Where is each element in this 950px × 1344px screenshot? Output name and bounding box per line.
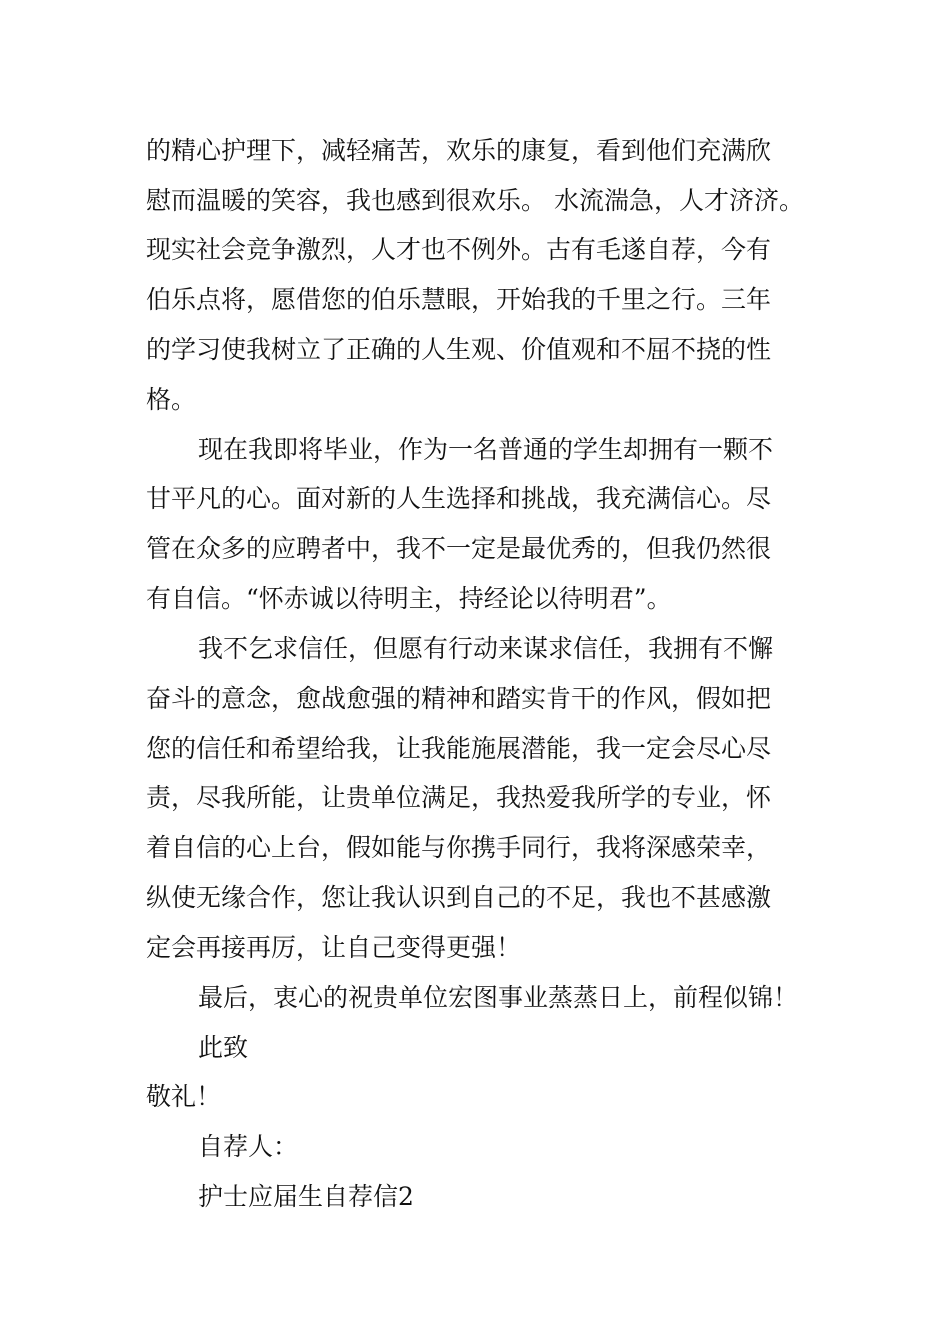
text-line: 奋斗的意念，愈战愈强的精神和踏实肯干的作风，假如把 bbox=[146, 684, 772, 713]
text-line: 格。 bbox=[146, 385, 197, 414]
text-line: 定会再接再厉，让自己变得更强！ bbox=[146, 933, 522, 962]
text-line: 慰而温暖的笑容，我也感到很欢乐。 水流湍急，人才济济。 bbox=[146, 186, 804, 215]
text-line: 着自信的心上台，假如能与你携手同行，我将深感荣幸， bbox=[146, 833, 772, 862]
text-line: 我不乞求信任，但愿有行动来谋求信任，我拥有不懈 bbox=[198, 634, 774, 663]
text-line: 的精心护理下，减轻痛苦，欢乐的康复，看到他们充满欣 bbox=[146, 136, 772, 165]
closing-wish: 最后，衷心的祝贵单位宏图事业蒸蒸日上，前程似锦！ bbox=[198, 983, 799, 1012]
text-line: 的学习使我树立了正确的人生观、价值观和不屈不挠的性 bbox=[146, 335, 772, 364]
text-line: 责，尽我所能，让贵单位满足，我热爱我所学的专业，怀 bbox=[146, 783, 772, 812]
text-line: 您的信任和希望给我，让我能施展潜能，我一定会尽心尽 bbox=[146, 734, 772, 763]
salutation-jing-li: 敬礼！ bbox=[146, 1082, 222, 1111]
text-line: 有自信。“怀赤诚以待明主，持经论以待明君”。 bbox=[146, 584, 672, 613]
text-line: 甘平凡的心。面对新的人生选择和挑战，我充满信心。尽 bbox=[146, 484, 772, 513]
text-line: 管在众多的应聘者中，我不一定是最优秀的，但我仍然很 bbox=[146, 534, 772, 563]
salutation-ci-zhi: 此致 bbox=[198, 1033, 249, 1062]
text-line: 伯乐点将，愿借您的伯乐慧眼，开始我的千里之行。三年 bbox=[146, 285, 772, 314]
next-section-title: 护士应届生自荐信2 bbox=[198, 1182, 414, 1211]
text-line: 现实社会竞争激烈，人才也不例外。古有毛遂自荐，今有 bbox=[146, 235, 772, 264]
signature-label: 自荐人： bbox=[198, 1132, 299, 1161]
text-line: 现在我即将毕业，作为一名普通的学生却拥有一颗不 bbox=[198, 435, 774, 464]
text-line: 纵使无缘合作，您让我认识到自己的不足，我也不甚感激 bbox=[146, 883, 772, 912]
